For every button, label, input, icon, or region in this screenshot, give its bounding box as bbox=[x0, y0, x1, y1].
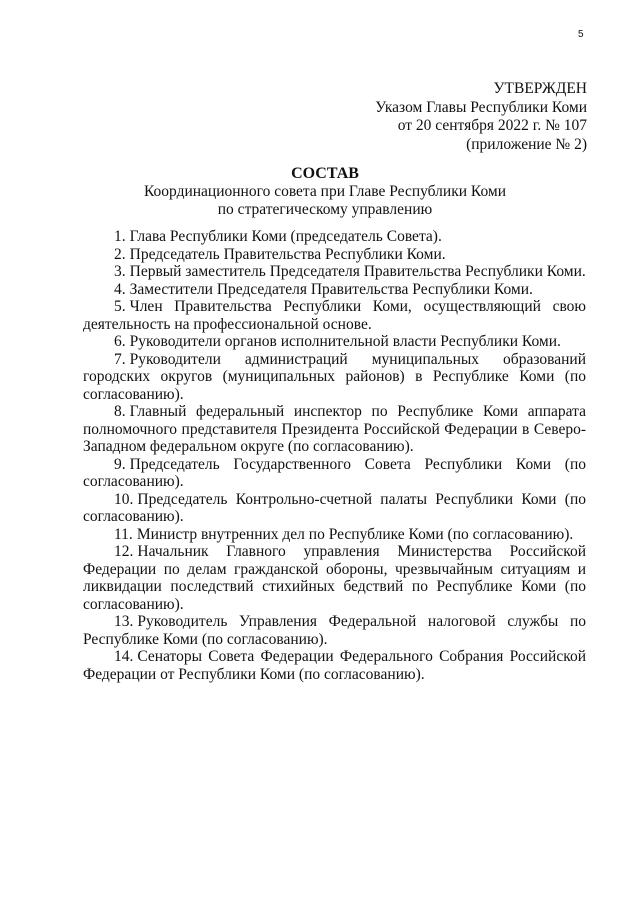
list-item-number: 14. bbox=[114, 648, 134, 665]
list-item-number: 11. bbox=[114, 525, 133, 543]
list-item-number: 8. bbox=[114, 403, 126, 420]
list-item bbox=[83, 648, 586, 683]
list-item bbox=[83, 228, 586, 246]
list-item-number: 7. bbox=[114, 350, 126, 368]
approval-appendix: (приложение № 2) bbox=[466, 135, 587, 153]
list-item bbox=[83, 613, 586, 648]
approval-status: УТВЕРЖДЕН bbox=[493, 80, 587, 97]
list-item-number: 12. bbox=[114, 543, 134, 560]
list-item-text: Председатель Государственного Совета Республики Коми (по согласованию). bbox=[83, 455, 586, 490]
list-item-number: 4. bbox=[114, 280, 126, 298]
list-item-number: 1. bbox=[114, 228, 126, 245]
approval-date: от 20 сентября 2022 г. № 107 bbox=[397, 117, 587, 134]
list-item bbox=[83, 351, 586, 404]
list-item-text: Руководители органов исполнительной власти Республики Коми. bbox=[129, 333, 561, 350]
page-number: 5 bbox=[578, 29, 584, 40]
list-item-number: 3. bbox=[114, 263, 126, 280]
list-item-number: 2. bbox=[114, 245, 126, 263]
document-subtitle-line-1: Координационного совета при Главе Республики Коми bbox=[143, 183, 507, 200]
composition-list bbox=[83, 228, 586, 683]
list-item bbox=[83, 491, 586, 526]
list-item bbox=[83, 526, 586, 544]
list-item bbox=[83, 403, 586, 456]
document-title: СОСТАВ bbox=[291, 165, 359, 182]
list-item bbox=[83, 298, 586, 333]
approval-stamp bbox=[375, 80, 587, 154]
list-item-text: Главный федеральный инспектор по Республике Коми аппарата полномочного представителя Президента Российской Федерации в Северо-Западном федеральном округе (по согласованию). bbox=[83, 403, 586, 455]
list-item-text: Заместители Председателя Правительства Республики Коми. bbox=[129, 280, 533, 298]
list-item-text: Сенаторы Совета Федерации Федерального Собрания Российской Федерации от Республики Коми (по согласованию). bbox=[83, 648, 586, 683]
list-item-text: Начальник Главного управления Министерства Российской Федерации по делам гражданской обороны, чрезвычайным ситуациям и ликвидации последствий стихийных бедствий по Республике Коми (по согласованию). bbox=[83, 543, 586, 613]
list-item-text: Председатель Контрольно-счетной палаты Республики Коми (по согласованию). bbox=[83, 490, 586, 525]
list-item-number: 6. bbox=[114, 333, 126, 350]
document-heading bbox=[60, 164, 590, 219]
list-item-text: Руководитель Управления Федеральной налоговой службы по Республике Коми (по согласованию). bbox=[83, 613, 586, 648]
list-item-number: 13. bbox=[114, 613, 134, 630]
list-item bbox=[83, 543, 586, 613]
list-item-number: 9. bbox=[114, 455, 126, 473]
list-item bbox=[83, 246, 586, 264]
approval-decree: Указом Главы Республики Коми bbox=[375, 98, 587, 116]
list-item-text: Член Правительства Республики Коми, осуществляющий свою деятельность на профессиональной основе. bbox=[83, 298, 586, 333]
list-item-text: Министр внутренних дел по Республике Коми (по согласованию). bbox=[136, 525, 574, 543]
list-item bbox=[83, 456, 586, 491]
list-item bbox=[83, 333, 586, 351]
list-item-text: Глава Республики Коми (председатель Совета). bbox=[129, 228, 442, 245]
list-item-text: Председатель Правительства Республики Коми. bbox=[129, 245, 446, 263]
list-item-text: Первый заместитель Председателя Правительства Республики Коми. bbox=[129, 263, 586, 280]
list-item-number: 5. bbox=[114, 298, 126, 315]
list-item bbox=[83, 263, 586, 281]
document-subtitle-line-2: по стратегическому управлению bbox=[217, 201, 433, 218]
list-item-number: 10. bbox=[114, 490, 134, 508]
list-item bbox=[83, 281, 586, 299]
list-item-text: Руководители администраций муниципальных образований городских округов (муниципальных районов) в Республике Коми (по согласованию). bbox=[83, 350, 586, 403]
